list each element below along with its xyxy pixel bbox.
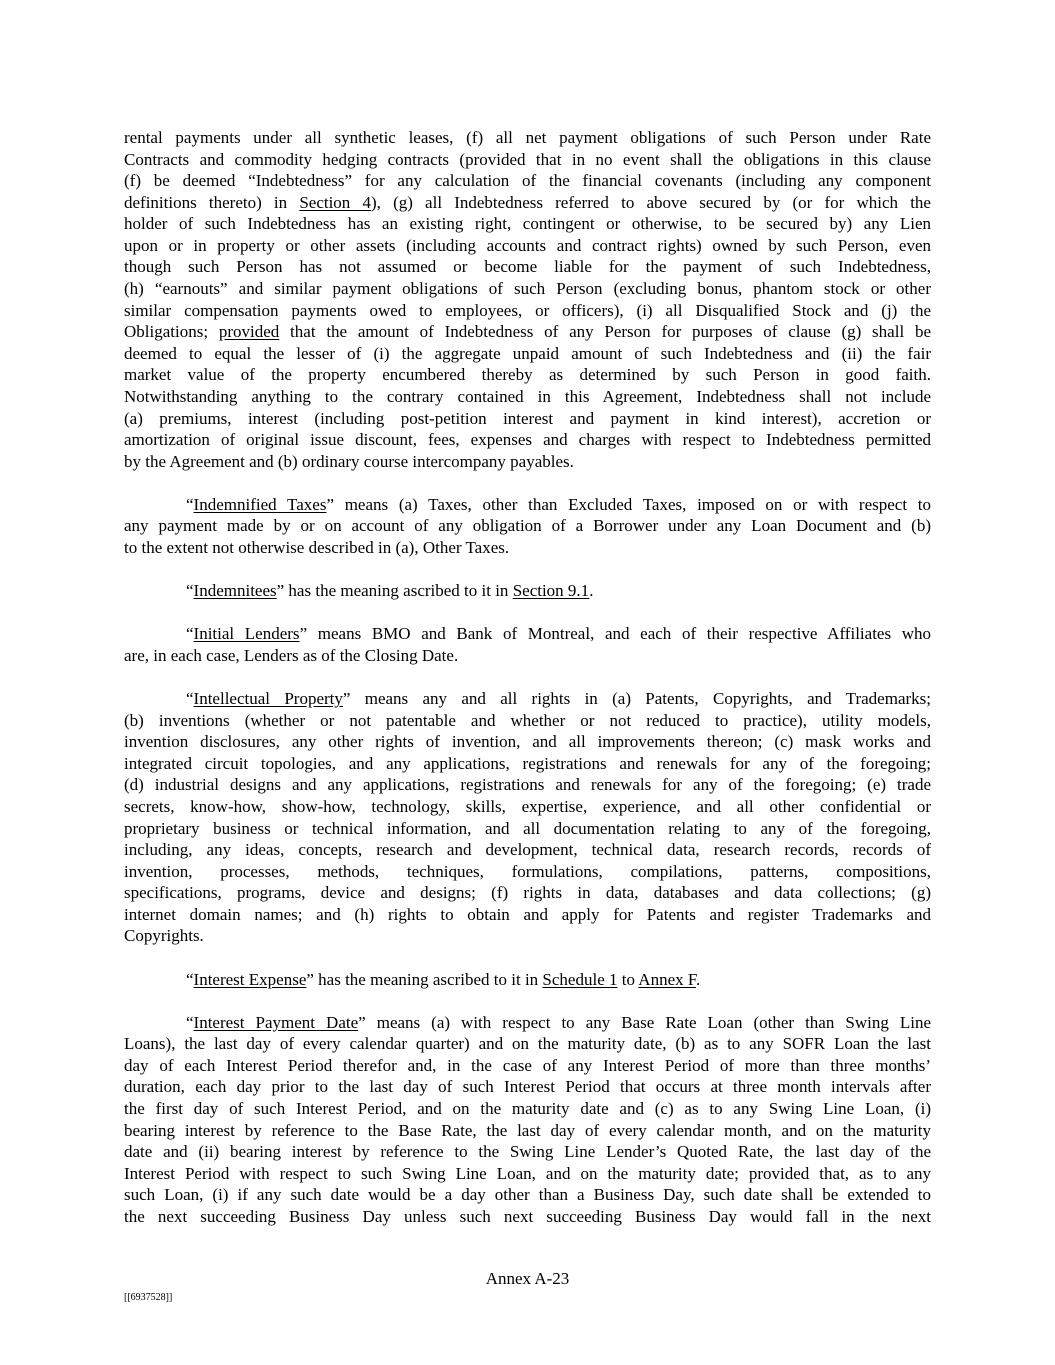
text-line — [124, 753, 931, 775]
text-span: Obligations; — [124, 322, 219, 342]
text-span: Loans), the last day of every calendar quarter) and on the maturity date, (b) as to any SOFR Loan the last — [124, 1034, 931, 1054]
text-line — [124, 688, 931, 710]
text-line — [124, 278, 931, 300]
paragraph-spacer — [124, 559, 931, 581]
text-span: any payment made by or on account of any obligation of a Borrower under any Loan Document and (b) — [124, 516, 931, 536]
text-span: though such Person has not assumed or become liable for the payment of such Indebtedness, — [124, 257, 931, 277]
text-line — [124, 192, 931, 214]
document-body — [124, 127, 931, 1227]
text-span: (a) premiums, interest (including post-petition interest and payment in kind interest), accretion or — [124, 408, 931, 428]
text-span: . — [695, 969, 701, 989]
text-span: definitions thereto) in — [124, 192, 300, 212]
text-line — [124, 796, 931, 818]
defined-term-reference: Section 4 — [299, 192, 371, 212]
text-line — [124, 731, 931, 753]
text-line — [124, 235, 931, 257]
text-line — [124, 1206, 931, 1228]
text-line — [124, 321, 931, 343]
paragraph-spacer — [124, 602, 931, 624]
text-span: to — [617, 969, 639, 989]
text-span: such Loan, (i) if any such date would be a day other than a Business Day, such date shall be extended to — [124, 1185, 931, 1205]
text-line — [124, 1098, 931, 1120]
text-line — [124, 839, 931, 861]
text-span: Copyrights. — [124, 926, 204, 946]
text-span: “ — [186, 494, 194, 514]
text-span: to the extent not otherwise described in (a), Other Taxes. — [124, 537, 510, 557]
text-span: (d) industrial designs and any applications, registrations and renewals for any of the foregoing; (e) trade — [124, 775, 931, 795]
text-span: “ — [186, 689, 194, 709]
text-line — [124, 1120, 931, 1142]
document-id: [[6937528]] — [124, 1292, 173, 1303]
text-line — [124, 451, 931, 473]
text-line — [124, 537, 931, 559]
paragraph — [124, 969, 931, 991]
text-span: specifications, programs, device and designs; (f) rights in data, databases and data collections; (g) — [124, 883, 931, 903]
text-span: ” means (a) Taxes, other than Excluded Taxes, imposed on or with respect to — [326, 494, 931, 514]
defined-term-reference: Indemnitees — [193, 581, 277, 601]
text-line — [124, 904, 931, 926]
text-line — [124, 1163, 931, 1185]
defined-term-reference: Interest Expense — [193, 969, 307, 989]
text-line — [124, 580, 931, 602]
text-span: similar compensation payments owed to employees, or officers), (i) all Disqualified Stock and (j) the — [124, 300, 931, 320]
defined-term-reference: Section 9.1 — [512, 581, 590, 601]
text-line — [124, 774, 931, 796]
text-span: ” has the meaning ascribed to it in — [276, 581, 513, 601]
defined-term-reference: provided — [218, 322, 280, 342]
text-span: Notwithstanding anything to the contrary contained in this Agreement, Indebtedness shall not include — [124, 386, 931, 406]
text-span: internet domain names; and (h) rights to obtain and apply for Patents and register Trademarks and — [124, 904, 931, 924]
text-span: (f) be deemed “Indebtedness” for any calculation of the financial covenants (including any component — [124, 171, 931, 191]
text-line — [124, 170, 931, 192]
text-span: invention, processes, methods, techniques, formulations, compilations, patterns, compositions, — [124, 861, 931, 881]
text-line — [124, 149, 931, 171]
defined-term-reference: Indemnified Taxes — [193, 494, 327, 514]
text-span: Contracts and commodity hedging contracts (provided that in no event shall the obligations in this clause — [124, 149, 931, 169]
text-line — [124, 429, 931, 451]
text-span: “ — [186, 624, 194, 644]
text-line — [124, 882, 931, 904]
defined-term-reference: Interest Payment Date — [193, 1012, 359, 1032]
text-span: proprietary business or technical information, and all documentation relating to any of the foregoing, — [124, 818, 931, 838]
defined-term-reference: Intellectual Property — [193, 689, 343, 709]
text-line — [124, 623, 931, 645]
text-line — [124, 861, 931, 883]
text-span: invention disclosures, any other rights of invention, and all improvements thereon; (c) mask works and — [124, 732, 931, 752]
text-span: market value of the property encumbered thereby as determined by such Person in good faith. — [124, 365, 931, 385]
text-span: ” has the meaning ascribed to it in — [306, 969, 543, 989]
text-span: deemed to equal the lesser of (i) the aggregate unpaid amount of such Indebtedness and (ii) the fair — [124, 343, 931, 363]
text-line — [124, 925, 931, 947]
text-line — [124, 364, 931, 386]
text-span: “ — [186, 969, 194, 989]
text-line — [124, 127, 931, 149]
text-span: . — [589, 581, 594, 601]
text-span: holder of such Indebtedness has an existing right, contingent or otherwise, to be secured by) any Lien — [124, 214, 931, 234]
text-line — [124, 343, 931, 365]
text-span: “ — [186, 1012, 194, 1032]
text-span: the first day of such Interest Period, and on the maturity date and (c) as to any Swing Line Loan, (i) — [124, 1099, 931, 1119]
paragraph-spacer — [124, 472, 931, 494]
text-span: that the amount of Indebtedness of any Person for purposes of clause (g) shall be — [279, 322, 931, 342]
text-span: Interest Period with respect to such Swing Line Loan, and on the maturity date; provided that, as to any — [124, 1163, 931, 1183]
text-line — [124, 300, 931, 322]
text-span: are, in each case, Lenders as of the Closing Date. — [124, 645, 459, 665]
text-span: bearing interest by reference to the Base Rate, the last day of every calendar month, and on the maturity — [124, 1120, 931, 1140]
text-span: ” means (a) with respect to any Base Rate Loan (other than Swing Line — [358, 1012, 931, 1032]
paragraph — [124, 688, 931, 947]
paragraph-spacer — [124, 990, 931, 1012]
text-line — [124, 1055, 931, 1077]
defined-term-reference: Schedule 1 — [542, 969, 618, 989]
text-line — [124, 1184, 931, 1206]
text-line — [124, 1141, 931, 1163]
text-span: secrets, know-how, show-how, technology, skills, expertise, experience, and all other confidential or — [124, 796, 931, 816]
text-span: (b) inventions (whether or not patentable and whether or not reduced to practice), utility models, — [124, 710, 931, 730]
text-span: ), (g) all Indebtedness referred to above secured by (or for which the — [370, 192, 931, 212]
paragraph — [124, 580, 931, 602]
text-line — [124, 1012, 931, 1034]
text-span: date and (ii) bearing interest by reference to the Swing Line Lender’s Quoted Rate, the last day of the — [124, 1142, 931, 1162]
text-line — [124, 1033, 931, 1055]
text-span: “ — [186, 581, 194, 601]
text-span: amortization of original issue discount, fees, expenses and charges with respect to Indebtedness permitted — [124, 430, 931, 450]
text-line — [124, 710, 931, 732]
text-span: upon or in property or other assets (including accounts and contract rights) owned by such Person, even — [124, 235, 931, 255]
paragraph — [124, 127, 931, 472]
text-line — [124, 256, 931, 278]
paragraph-spacer — [124, 947, 931, 969]
page-footer-label: Annex A-23 — [485, 1269, 570, 1288]
text-span: the next succeeding Business Day unless such next succeeding Business Day would fall in the next — [124, 1206, 931, 1226]
defined-term-reference: Initial Lenders — [193, 624, 300, 644]
text-line — [124, 408, 931, 430]
text-span: ” means any and all rights in (a) Patents, Copyrights, and Trademarks; — [342, 689, 931, 709]
text-line — [124, 645, 931, 667]
text-line — [124, 515, 931, 537]
paragraph — [124, 494, 931, 559]
paragraph-spacer — [124, 666, 931, 688]
text-line — [124, 1076, 931, 1098]
text-span: including, any ideas, concepts, research and development, technical data, research records, records of — [124, 840, 931, 860]
paragraph — [124, 1012, 931, 1228]
text-span: (h) “earnouts” and similar payment obligations of such Person (excluding bonus, phantom stock or other — [124, 279, 931, 299]
text-span: day of each Interest Period therefor and, in the case of any Interest Period of more than three months’ — [124, 1055, 931, 1075]
text-span: integrated circuit topologies, and any applications, registrations and renewals for any of the foregoing; — [124, 753, 931, 773]
paragraph — [124, 623, 931, 666]
text-line — [124, 386, 931, 408]
text-span: rental payments under all synthetic leases, (f) all net payment obligations of such Person under Rate — [124, 128, 931, 147]
text-line — [124, 969, 931, 991]
defined-term-reference: Annex F — [638, 969, 696, 989]
text-span: by the Agreement and (b) ordinary course intercompany payables. — [124, 451, 574, 471]
text-line — [124, 494, 931, 516]
text-span: duration, each day prior to the last day of such Interest Period that occurs at three month intervals after — [124, 1077, 931, 1097]
text-line — [124, 818, 931, 840]
text-span: ” means BMO and Bank of Montreal, and each of their respective Affiliates who — [299, 624, 931, 644]
text-line — [124, 213, 931, 235]
